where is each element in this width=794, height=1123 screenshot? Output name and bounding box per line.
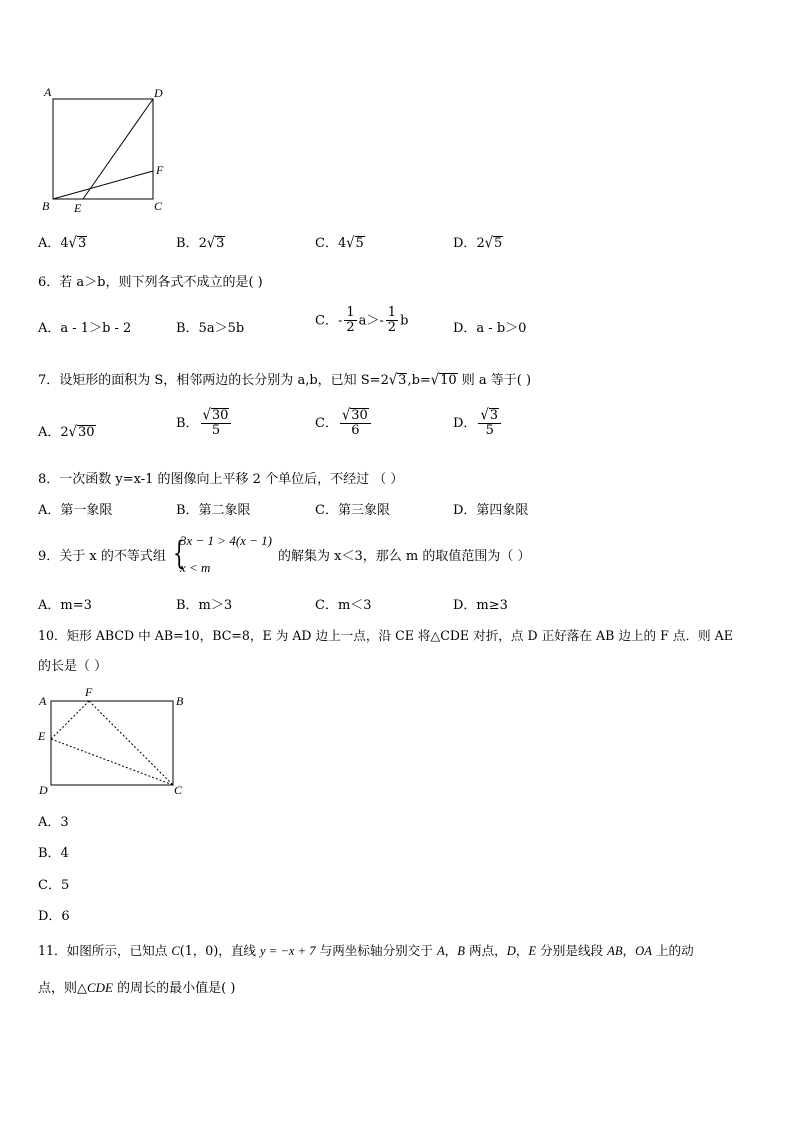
q6-option-d[interactable]: D．a - b＞0 (453, 321, 527, 336)
q10-line1: 10．矩形 ABCD 中 AB=10，BC=8，E 为 AD 边上一点，沿 CE 将△CDE 对折，点 D 正好落在 AB 边上的 F 点．则 AE (38, 628, 733, 643)
q11-line1: 11．如图所示，已知点 C(1，0)，直线 y = −x + 7 与两坐标轴分别交于 A，B 两点，D，E 分别是线段 AB，OA 上的动 (38, 943, 694, 958)
q5-option-c[interactable]: C．4√5 (315, 234, 364, 253)
q9-brace: { (173, 534, 186, 572)
q6-option-b[interactable]: B．5a＞5b (176, 321, 245, 336)
q5-option-d[interactable]: D．2√5 (453, 234, 503, 253)
q10-option-d[interactable]: D．6 (38, 909, 70, 924)
segment-fc (89, 701, 173, 785)
q7-option-b[interactable]: B． $\frac{√30}{5}$ (176, 408, 233, 439)
label-c: C (154, 199, 163, 213)
q9-inequality-2: x < m (180, 560, 211, 575)
q7-stem: 7．设矩形的面积为 S，相邻两边的长分别为 a,b，已知 S=2√3,b=√10 则 a 等于( ) (38, 371, 532, 390)
q9-option-b[interactable]: B．m＞3 (176, 598, 233, 613)
segment-de (83, 99, 153, 199)
q9-option-a[interactable]: A．m=3 (38, 598, 92, 613)
q8-option-c[interactable]: C．第三象限 (315, 503, 390, 518)
q11-line2: 点，则△CDE 的周长的最小值是( ) (38, 980, 236, 996)
q9-option-c[interactable]: C．m＜3 (315, 598, 372, 613)
q10-option-c[interactable]: C．5 (38, 878, 70, 893)
rectangle-abcd (51, 701, 173, 785)
q8-option-d[interactable]: D．第四象限 (453, 503, 529, 518)
label-a: A (39, 694, 47, 708)
q9-stem-tail: 的解集为 x＜3，那么 m 的取值范围为（ ） (278, 549, 531, 564)
q8-option-a[interactable]: A．第一象限 (38, 503, 113, 518)
q9-inequality-1: 3x − 1 > 4(x − 1) (180, 533, 273, 548)
q9-option-d[interactable]: D．m≥3 (453, 598, 508, 613)
q7-option-c[interactable]: C． $\frac{√30}{6}$ (315, 408, 373, 439)
label-f: F (156, 163, 164, 177)
square-abcd (53, 99, 153, 199)
q8-stem: 8．一次函数 y=x-1 的图像向上平移 2 个单位后，不经过 （ ） (38, 472, 404, 487)
label-f: F (85, 685, 93, 699)
square-figure (38, 82, 178, 217)
segment-ef (51, 701, 89, 739)
q6-stem: 6．若 a＞b，则下列各式不成立的是( ) (38, 275, 263, 290)
label-d: D (154, 86, 163, 100)
label-b: B (176, 694, 184, 708)
rectangle-figure (34, 684, 194, 799)
label-c: C (174, 783, 183, 797)
label-d: D (39, 783, 48, 797)
q9-stem: 9．关于 x 的不等式组 (38, 549, 166, 564)
label-b: B (42, 199, 50, 213)
q10-option-b[interactable]: B．4 (38, 846, 69, 861)
label-e: E (38, 729, 46, 743)
q7-option-d[interactable]: D． $\frac{√3}{5}$ (453, 408, 503, 439)
q10-option-a[interactable]: A．3 (38, 815, 69, 830)
q7-option-a[interactable]: A．2√30 (38, 423, 95, 442)
label-a: A (44, 85, 52, 99)
q5-option-b[interactable]: B．2√3 (176, 234, 225, 253)
q10-line2: 的长是（ ） (38, 659, 108, 674)
label-e: E (74, 201, 82, 215)
q5-option-a[interactable]: A．4√3 (38, 234, 87, 253)
q6-option-c[interactable]: C．- $\frac{1}{2}$ a＞- $\frac{1}{2}$ b (315, 305, 409, 336)
q6-option-a[interactable]: A．a - 1＞b - 2 (38, 321, 132, 336)
segment-ec (51, 739, 173, 785)
q8-option-b[interactable]: B．第二象限 (176, 503, 251, 518)
segment-bf (53, 171, 153, 199)
